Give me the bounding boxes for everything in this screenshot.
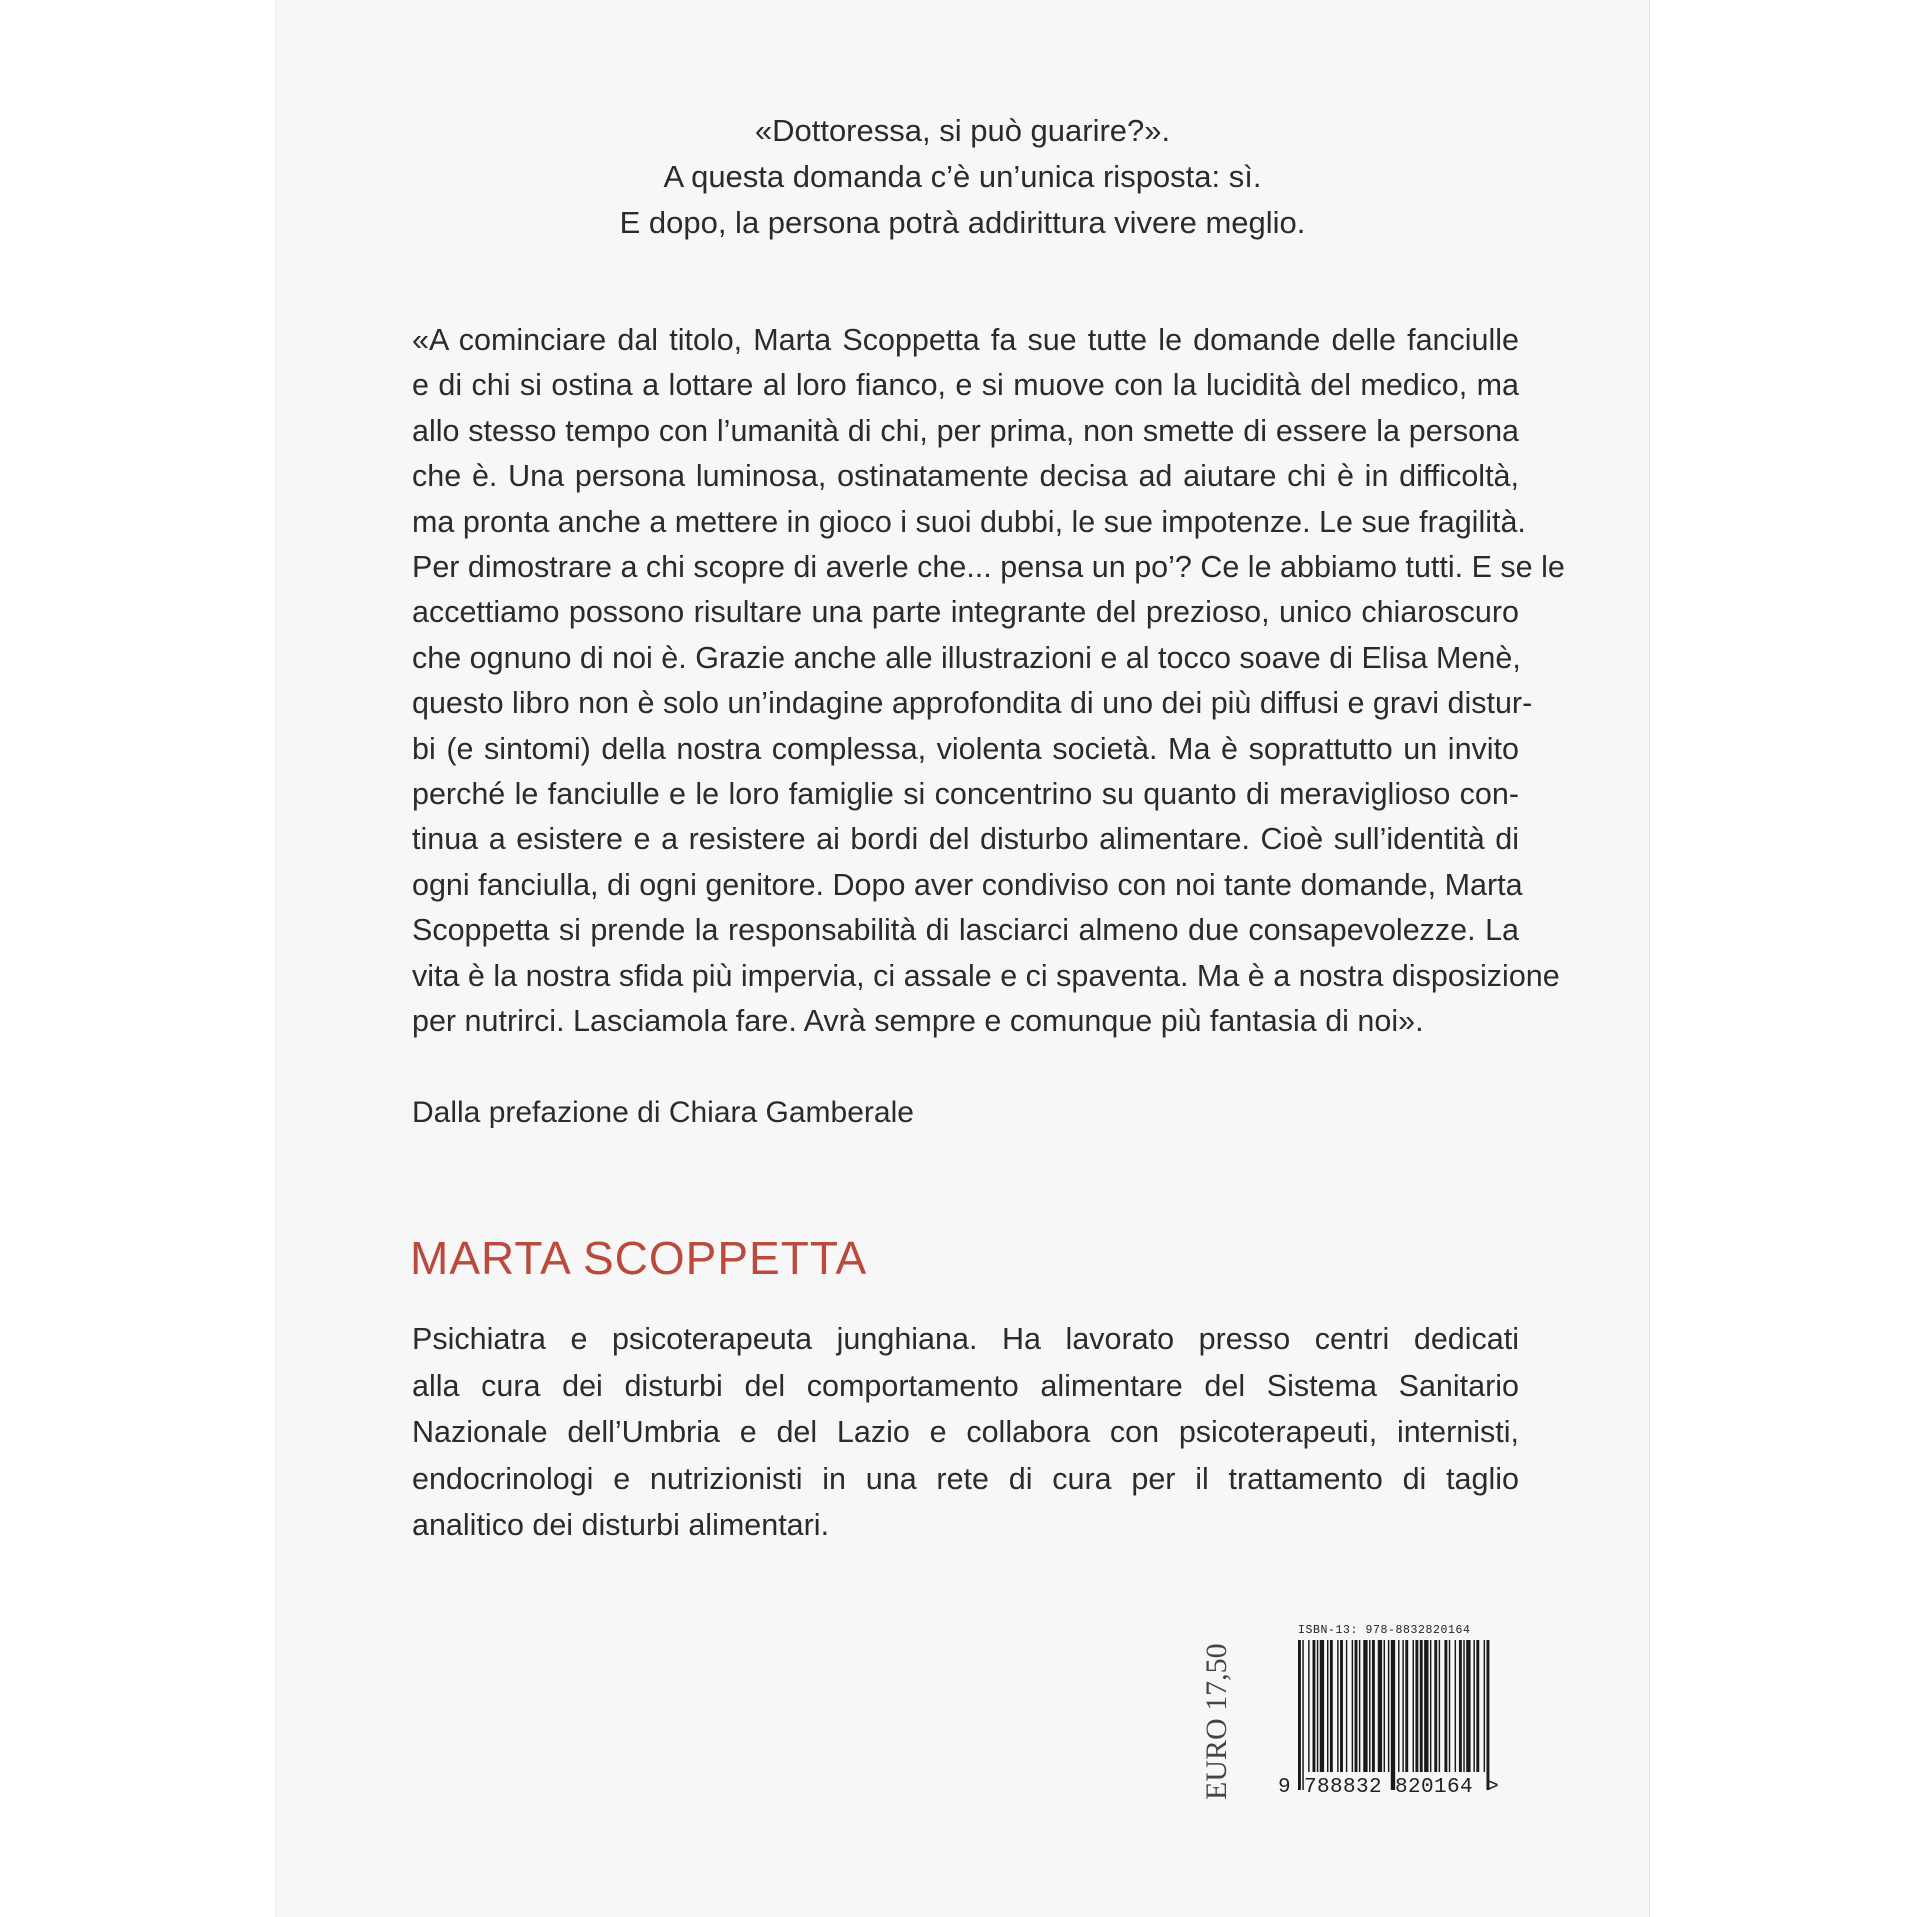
preface-line: ma pronta anche a mettere in gioco i suoi dubbi, le sue impotenze. Le sue fragilità. — [412, 504, 1526, 539]
epigraph — [275, 108, 1650, 246]
preface-quote — [412, 318, 1565, 1045]
preface-line: per nutrirci. Lasciamola fare. Avrà sempre e comunque più fantasia di noi». — [412, 1004, 1424, 1039]
isbn-label: ISBN-13: 978-8832820164 — [1298, 1624, 1471, 1637]
barcode-icon — [1296, 1640, 1496, 1790]
preface-line: questo libro non è solo un’indagine approfondita di uno dei più diffusi e gravi distur- — [412, 686, 1533, 721]
epigraph-line: A questa domanda c’è un’unica risposta: sì. — [663, 159, 1262, 194]
epigraph-line: E dopo, la persona potrà addirittura vivere meglio. — [619, 205, 1306, 240]
barcode-quiet-mark: > — [1486, 1776, 1500, 1799]
barcode-digits — [1278, 1776, 1499, 1799]
preface-line: bi (e sintomi) della nostra complessa, violenta società. Ma è soprattutto un invito — [412, 731, 1519, 766]
preface-line: che è. Una persona luminosa, ostinatamente decisa ad aiutare chi è in difficoltà, — [412, 459, 1519, 494]
bio-line: Nazionale dell’Umbria e del Lazio e collabora con psicoterapeuti, internisti, — [412, 1415, 1519, 1449]
preface-line: «A cominciare dal titolo, Marta Scoppetta fa sue tutte le domande delle fanciulle — [412, 323, 1519, 357]
preface-line: Per dimostrare a chi scopre di averle che... pensa un po’? Ce le abbiamo tutti. E se le — [412, 550, 1565, 585]
preface-line: tinua a esistere e a resistere ai bordi del disturbo alimentare. Cioè sull’identità di — [412, 822, 1519, 857]
author-bio — [412, 1316, 1519, 1549]
preface-line: che ognuno di noi è. Grazie anche alle illustrazioni e al tocco soave di Elisa Menè, — [412, 640, 1521, 675]
preface-line: accettiamo possono risultare una parte integrante del prezioso, unico chiaroscuro — [412, 595, 1519, 630]
bio-line: endocrinologi e nutrizionisti in una rete di cura per il trattamento di taglio — [412, 1461, 1519, 1496]
preface-line: e di chi si ostina a lottare al loro fianco, e si muove con la lucidità del medico, ma — [412, 368, 1519, 403]
preface-attribution: Dalla prefazione di Chiara Gamberale — [412, 1096, 914, 1129]
epigraph-line: «Dottoressa, si può guarire?». — [754, 113, 1171, 148]
bio-line: analitico dei disturbi alimentari. — [412, 1508, 830, 1542]
bio-line: alla cura dei disturbi del comportamento alimentare del Sistema Sanitario — [412, 1368, 1519, 1403]
author-name: MARTA SCOPPETTA — [410, 1232, 868, 1284]
barcode-lead-digit: 9 — [1278, 1776, 1292, 1799]
preface-line: vita è la nostra sfida più impervia, ci assale e ci spaventa. Ma è a nostra disposizione — [412, 958, 1560, 993]
preface-line: allo stesso tempo con l’umanità di chi, per prima, non smette di essere la persona — [412, 413, 1519, 448]
price-label: EURO 17,50 — [1200, 1643, 1233, 1800]
barcode-number: 788832 820164 — [1304, 1776, 1474, 1799]
bio-line: Psichiatra e psicoterapeuta junghiana. Ha lavorato presso centri dedicati — [412, 1322, 1519, 1356]
preface-line: perché le fanciulle e le loro famiglie si concentrino su quanto di meraviglioso con- — [412, 777, 1519, 812]
preface-line: ogni fanciulla, di ogni genitore. Dopo aver condiviso con noi tante domande, Marta — [412, 867, 1523, 902]
preface-line: Scoppetta si prende la responsabilità di lasciarci almeno due consapevolezze. La — [412, 913, 1519, 948]
